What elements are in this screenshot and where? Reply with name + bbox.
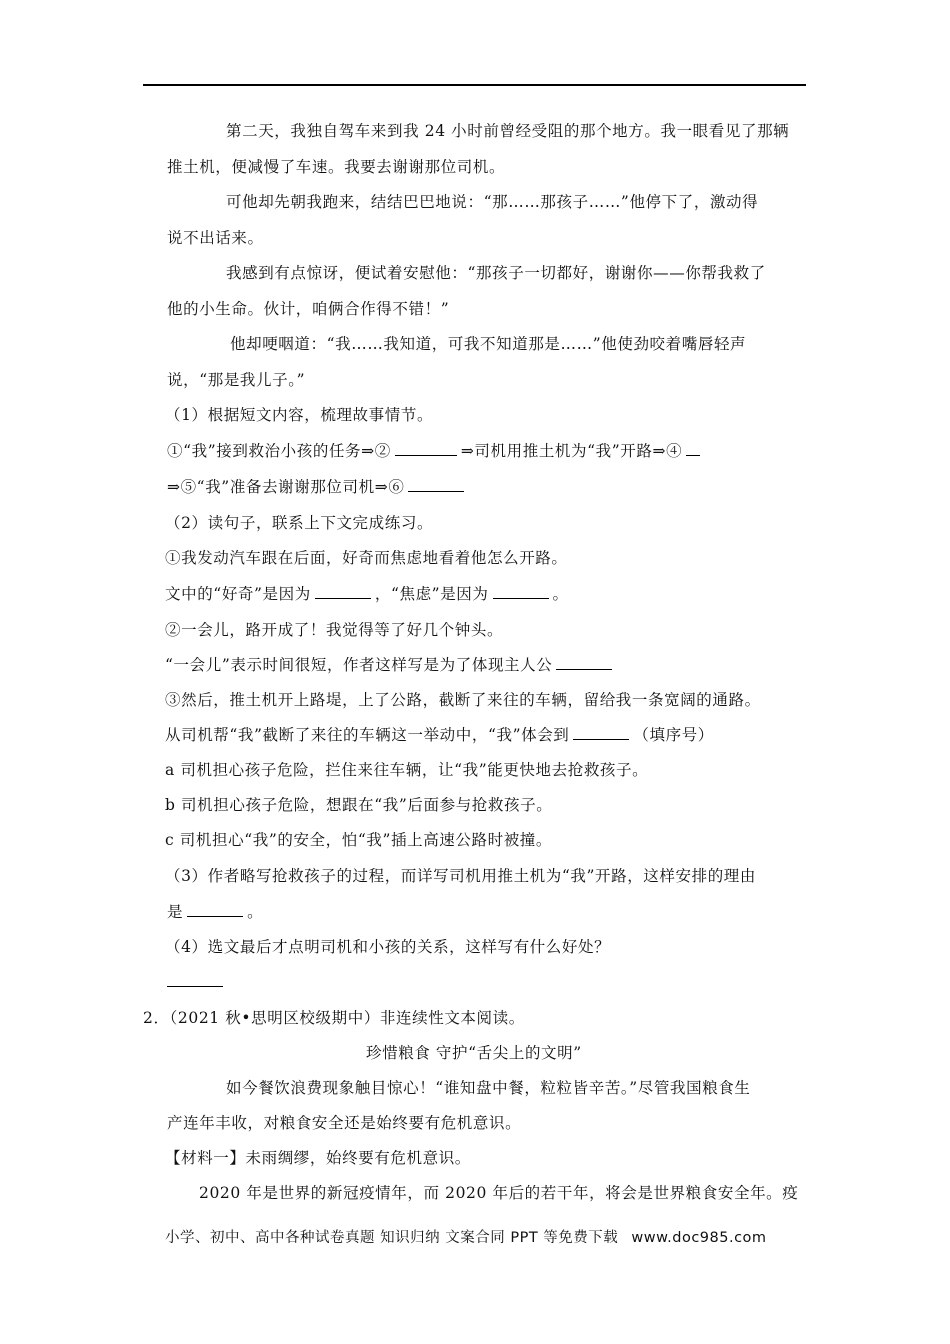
- question-text: “一会儿”表示时间很短，作者这样写是为了体现主人公: [165, 656, 553, 674]
- option-a: a 司机担心孩子危险，拦住来往车辆，让“我”能更快地去抢救孩子。: [165, 761, 649, 779]
- passage-line: 他却哽咽道：“我……我知道，可我不知道那是……”他使劲咬着嘴唇轻声: [230, 335, 747, 353]
- sentence-3-question: [165, 725, 714, 745]
- header-rule: [143, 84, 806, 86]
- passage-line: 说，“那是我儿子。”: [167, 371, 306, 389]
- option-c: c 司机担心“我”的安全，怕“我”插上高速公路时被撞。: [165, 831, 553, 849]
- passage-line: 说不出话来。: [167, 229, 264, 247]
- article-line: 产连年丰收，对粮食安全还是始终要有危机意识。: [167, 1114, 522, 1132]
- question-4-title: （4）选文最后才点明司机和小孩的关系，这样写有什么好处？: [165, 938, 611, 956]
- sentence-3: ③然后，推土机开上路堤，上了公路，截断了来往的车辆，留给我一条宽阔的通路。: [165, 691, 761, 709]
- plot-sequence-line-2: [167, 477, 468, 497]
- sentence-2: ②一会儿，路开成了！我觉得等了好几个钟头。: [165, 621, 504, 639]
- problem-2-intro: 2．（2021 秋•思明区校级期中）非连续性文本阅读。: [143, 1009, 525, 1027]
- question-3-line-1: （3）作者略写抢救孩子的过程，而详写司机用推土机为“我”开路，这样安排的理由: [165, 867, 757, 885]
- passage-line: 推土机，便减慢了车速。我要去谢谢那位司机。: [167, 158, 506, 176]
- sentence-2-question: [165, 655, 616, 675]
- answer-blank[interactable]: [167, 972, 223, 987]
- option-b: b 司机担心孩子危险，想跟在“我”后面参与抢救孩子。: [165, 796, 553, 814]
- article-line: 如今餐饮浪费现象触目惊心！“谁知盘中餐，粒粒皆辛苦。”尽管我国粮食生: [226, 1079, 751, 1097]
- question-1-title: （1）根据短文内容，梳理故事情节。: [165, 406, 434, 424]
- plot-step-text: ①“我”接到救治小孩的任务⇒②: [167, 442, 391, 460]
- plot-sequence-line-1: [167, 441, 704, 461]
- footer-url[interactable]: www.doc985.com: [631, 1230, 767, 1246]
- passage-line: 第二天，我独自驾车来到我 24 小时前曾经受阻的那个地方。我一眼看见了那辆: [226, 122, 790, 140]
- answer-blank[interactable]: [573, 725, 629, 740]
- article-line: 2020 年是世界的新冠疫情年，而 2020 年后的若干年，将会是世界粮食安全年。疫: [199, 1184, 799, 1202]
- question-text: 。: [552, 585, 569, 603]
- answer-blank[interactable]: [187, 902, 243, 917]
- answer-blank[interactable]: [408, 477, 464, 492]
- sentence-1-question: [165, 584, 569, 604]
- answer-blank[interactable]: [315, 584, 371, 599]
- question-4-answer-line: [167, 972, 223, 992]
- plot-step-text: ⇒司机用推土机为“我”开路⇒④: [460, 442, 683, 460]
- passage-line: 他的小生命。伙计，咱俩合作得不错！”: [167, 300, 450, 318]
- question-text: 从司机帮“我”截断了来往的车辆这一举动中，“我”体会到: [165, 726, 570, 744]
- answer-blank[interactable]: [686, 441, 700, 456]
- question-3-line-2: [167, 902, 263, 922]
- question-text: （填序号）: [633, 726, 714, 744]
- plot-step-text: ⇒⑤“我”准备去谢谢那位司机⇒⑥: [167, 478, 405, 496]
- footer-text: 小学、初中、高中各种试卷真题 知识归纳 文案合同 PPT 等免费下载: [165, 1230, 619, 1246]
- question-text: 文中的“好奇”是因为: [165, 585, 311, 603]
- question-2-title: （2）读句子，联系上下文完成练习。: [165, 514, 434, 532]
- page-footer: [165, 1226, 775, 1247]
- question-text: 。: [247, 903, 264, 921]
- problem-2-title: 珍惜粮食 守护“舌尖上的文明”: [366, 1044, 582, 1062]
- question-text: ，“焦虑”是因为: [374, 585, 489, 603]
- answer-blank[interactable]: [395, 441, 457, 456]
- material-1-heading: 【材料一】未雨绸缪，始终要有危机意识。: [165, 1149, 471, 1167]
- passage-line: 可他却先朝我跑来，结结巴巴地说：“那……那孩子……”他停下了，激动得: [226, 193, 759, 211]
- passage-line: 我感到有点惊讶，便试着安慰他：“那孩子一切都好，谢谢你——你帮我救了: [226, 264, 766, 282]
- sentence-1: ①我发动汽车跟在后面，好奇而焦虑地看着他怎么开路。: [165, 549, 568, 567]
- answer-blank[interactable]: [493, 584, 549, 599]
- question-text: 是: [167, 903, 184, 921]
- answer-blank[interactable]: [556, 655, 612, 670]
